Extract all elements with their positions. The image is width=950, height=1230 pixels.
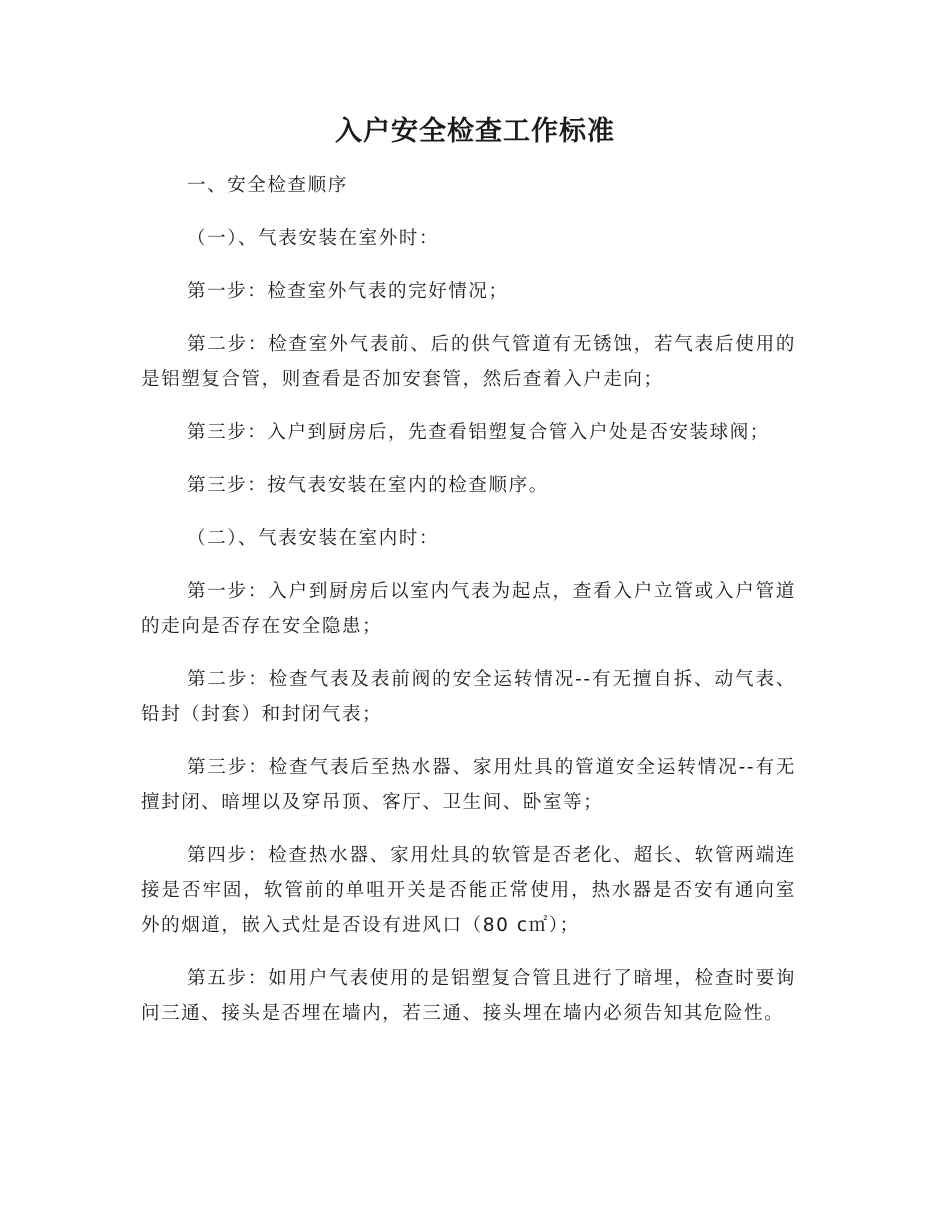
step-paragraph: 第二步：检查室外气表前、后的供气管道有无锈蚀，若气表后使用的是铝塑复合管，则查看是否加安套管，然后查着入户走向； [141,334,796,390]
step-paragraph: 第二步：检查气表及表前阀的安全运转情况--有无擅自拆、动气表、铅封（封套）和封闭气表； [141,669,796,725]
step-paragraph: 第一步：入户到厨房后以室内气表为起点，查看入户立管或入户管道的走向是否存在安全隐患； [141,581,796,637]
section-heading: 一、安全检查顺序 [187,175,348,196]
step-paragraph: 第一步：检查室外气表的完好情况； [187,281,509,302]
step-paragraph: 第三步：检查气表后至热水器、家用灶具的管道安全运转情况--有无擅封闭、暗埋以及穿吊顶、客厅、卫生间、卧室等； [141,757,796,813]
step-paragraph: 第三步：入户到厨房后，先查看铝塑复合管入户处是否安装球阀； [187,422,770,443]
subsection-heading: （一）、气表安装在室外时： [187,228,440,249]
step-paragraph: 第四步：检查热水器、家用灶具的软管是否老化、超长、软管两端连接是否牢固，软管前的单咀开关是否能正常使用，热水器是否安有通向室外的烟道，嵌入式灶是否设有进风口（80 c㎡）； [141,845,796,936]
document-title: 入户安全检查工作标准 [335,116,615,147]
subsection-heading: （二）、气表安装在室内时： [187,528,440,549]
step-paragraph: 第五步：如用户气表使用的是铝塑复合管且进行了暗埋，检查时要询问三通、接头是否埋在墙内，若三通、接头埋在墙内必须告知其危险性。 [141,968,796,1024]
document-body [141,168,796,1049]
step-paragraph: 第三步：按气表安装在室内的检查顺序。 [187,475,549,496]
